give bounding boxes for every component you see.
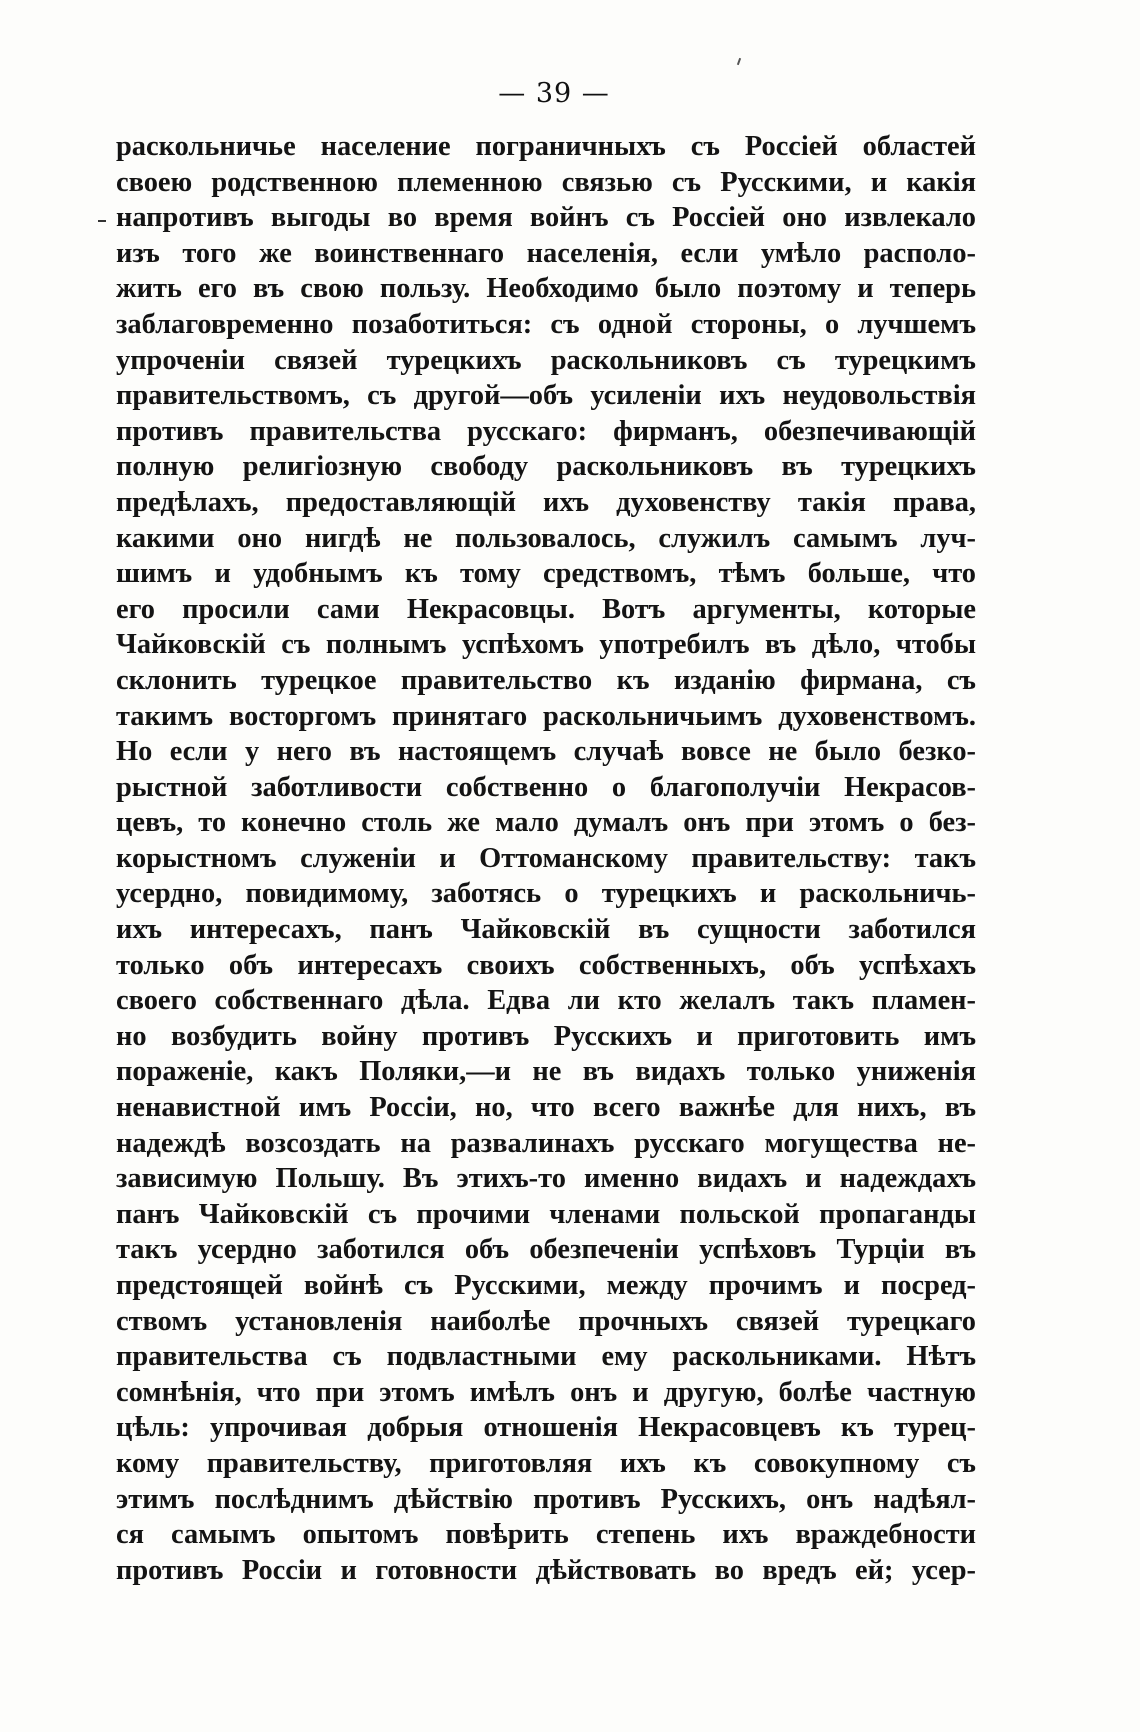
- page-number: — 39 —: [498, 78, 610, 109]
- text-line: правительствомъ, съ другой—объ усиленіи ихъ неудовольствія: [116, 380, 976, 412]
- text-line: изъ того же воинственнаго населенія, если умѣло располо-: [116, 237, 976, 269]
- text-line: ихъ интересахъ, панъ Чайковскій въ сущности заботился: [116, 914, 976, 946]
- text-line: какими оно нигдѣ не пользовалось, служилъ самымъ луч-: [116, 522, 976, 554]
- text-line: упроченіи связей турецкихъ раскольниковъ съ турецкимъ: [116, 344, 976, 376]
- text-line: рыстной заботливости собственно о благополучіи Некрасов-: [116, 771, 976, 803]
- text-line: кому правительству, приготовляя ихъ къ совокупному съ: [116, 1447, 976, 1479]
- text-line: заблаговременно позаботиться: съ одной стороны, о лучшемъ: [116, 308, 976, 340]
- text-line: усердно, повидимому, заботясь о турецкихъ и раскольничь-: [116, 878, 976, 910]
- text-line: раскольничье население пограничныхъ съ Россіей областей: [116, 131, 976, 162]
- text-line: надеждѣ возсоздать на развалинахъ русскаго могущества не-: [116, 1127, 976, 1159]
- text-line: полную религіозную свободу раскольниковъ въ турецкихъ: [116, 451, 976, 483]
- text-line: пораженіе, какъ Поляки,—и не въ видахъ только униженія: [116, 1056, 976, 1088]
- text-line: ся самымъ опытомъ повѣрить степень ихъ враждебности: [116, 1519, 976, 1551]
- text-line: своего собственнаго дѣла. Едва ли кто желалъ такъ пламен-: [116, 985, 976, 1017]
- text-line: ненавистной имъ Россіи, но, что всего важнѣе для нихъ, въ: [116, 1092, 976, 1124]
- text-line: жить его въ свою пользу. Необходимо было поэтому и теперь: [116, 273, 976, 305]
- text-line: своею родственною племенною связью съ Русскими, и какія: [116, 166, 976, 198]
- text-line: напротивъ выгоды во время войнъ съ Россіей оно извлекало: [116, 202, 976, 234]
- text-line: такимъ восторгомъ принятаго раскольничьимъ духовенствомъ.: [116, 700, 976, 732]
- text-line: цѣль: упрочивая добрыя отношенія Некрасовцевъ къ турец-: [116, 1412, 976, 1444]
- text-line: противъ правительства русскаго: фирманъ, обезпечивающій: [116, 415, 976, 447]
- text-line: Но если у него въ настоящемъ случаѣ вовсе не было безко-: [116, 736, 976, 768]
- text-line: Чайковскій съ полнымъ успѣхомъ употребилъ въ дѣло, чтобы: [116, 629, 976, 661]
- text-line: противъ Россіи и готовности дѣйствовать во вредъ ей; усер-: [116, 1554, 976, 1586]
- text-line: такъ усердно заботился объ обезпеченіи успѣховъ Турціи въ: [116, 1234, 976, 1266]
- text-line: зависимую Польшу. Въ этихъ-то именно видахъ и надеждахъ: [116, 1163, 976, 1195]
- text-line: правительства съ подвластными ему раскольниками. Нѣтъ: [116, 1341, 976, 1373]
- text-line: но возбудить войну противъ Русскихъ и приготовить имъ: [116, 1020, 976, 1052]
- text-line: сомнѣнія, что при этомъ имѣлъ онъ и другую, болѣе частную: [116, 1376, 976, 1408]
- text-line: шимъ и удобнымъ къ тому средствомъ, тѣмъ больше, что: [116, 558, 976, 590]
- text-line: цевъ, то конечно столь же мало думалъ онъ при этомъ о без-: [116, 807, 976, 839]
- text-line: этимъ послѣднимъ дѣйствію противъ Русскихъ, онъ надѣял-: [116, 1483, 976, 1515]
- text-line: корыстномъ служеніи и Оттоманскому правительству: такъ: [116, 842, 976, 874]
- text-line: предѣлахъ, предоставляющій ихъ духовенству такія права,: [116, 486, 976, 518]
- text-line: его просили сами Некрасовцы. Вотъ аргументы, которые: [116, 593, 976, 625]
- text-line: склонить турецкое правительство къ изданію фирмана, съ: [116, 664, 976, 696]
- text-line: панъ Чайковскій съ прочими членами польской пропаганды: [116, 1198, 976, 1230]
- text-line: предстоящей войнѣ съ Русскими, между прочимъ и посред-: [116, 1270, 976, 1301]
- ink-speck: [737, 58, 741, 65]
- text-line: только объ интересахъ своихъ собственныхъ, объ успѣхахъ: [116, 949, 976, 981]
- body-text: [116, 129, 976, 1588]
- text-line: ствомъ установленія наиболѣе прочныхъ связей турецкаго: [116, 1305, 976, 1337]
- margin-dash: [98, 220, 106, 222]
